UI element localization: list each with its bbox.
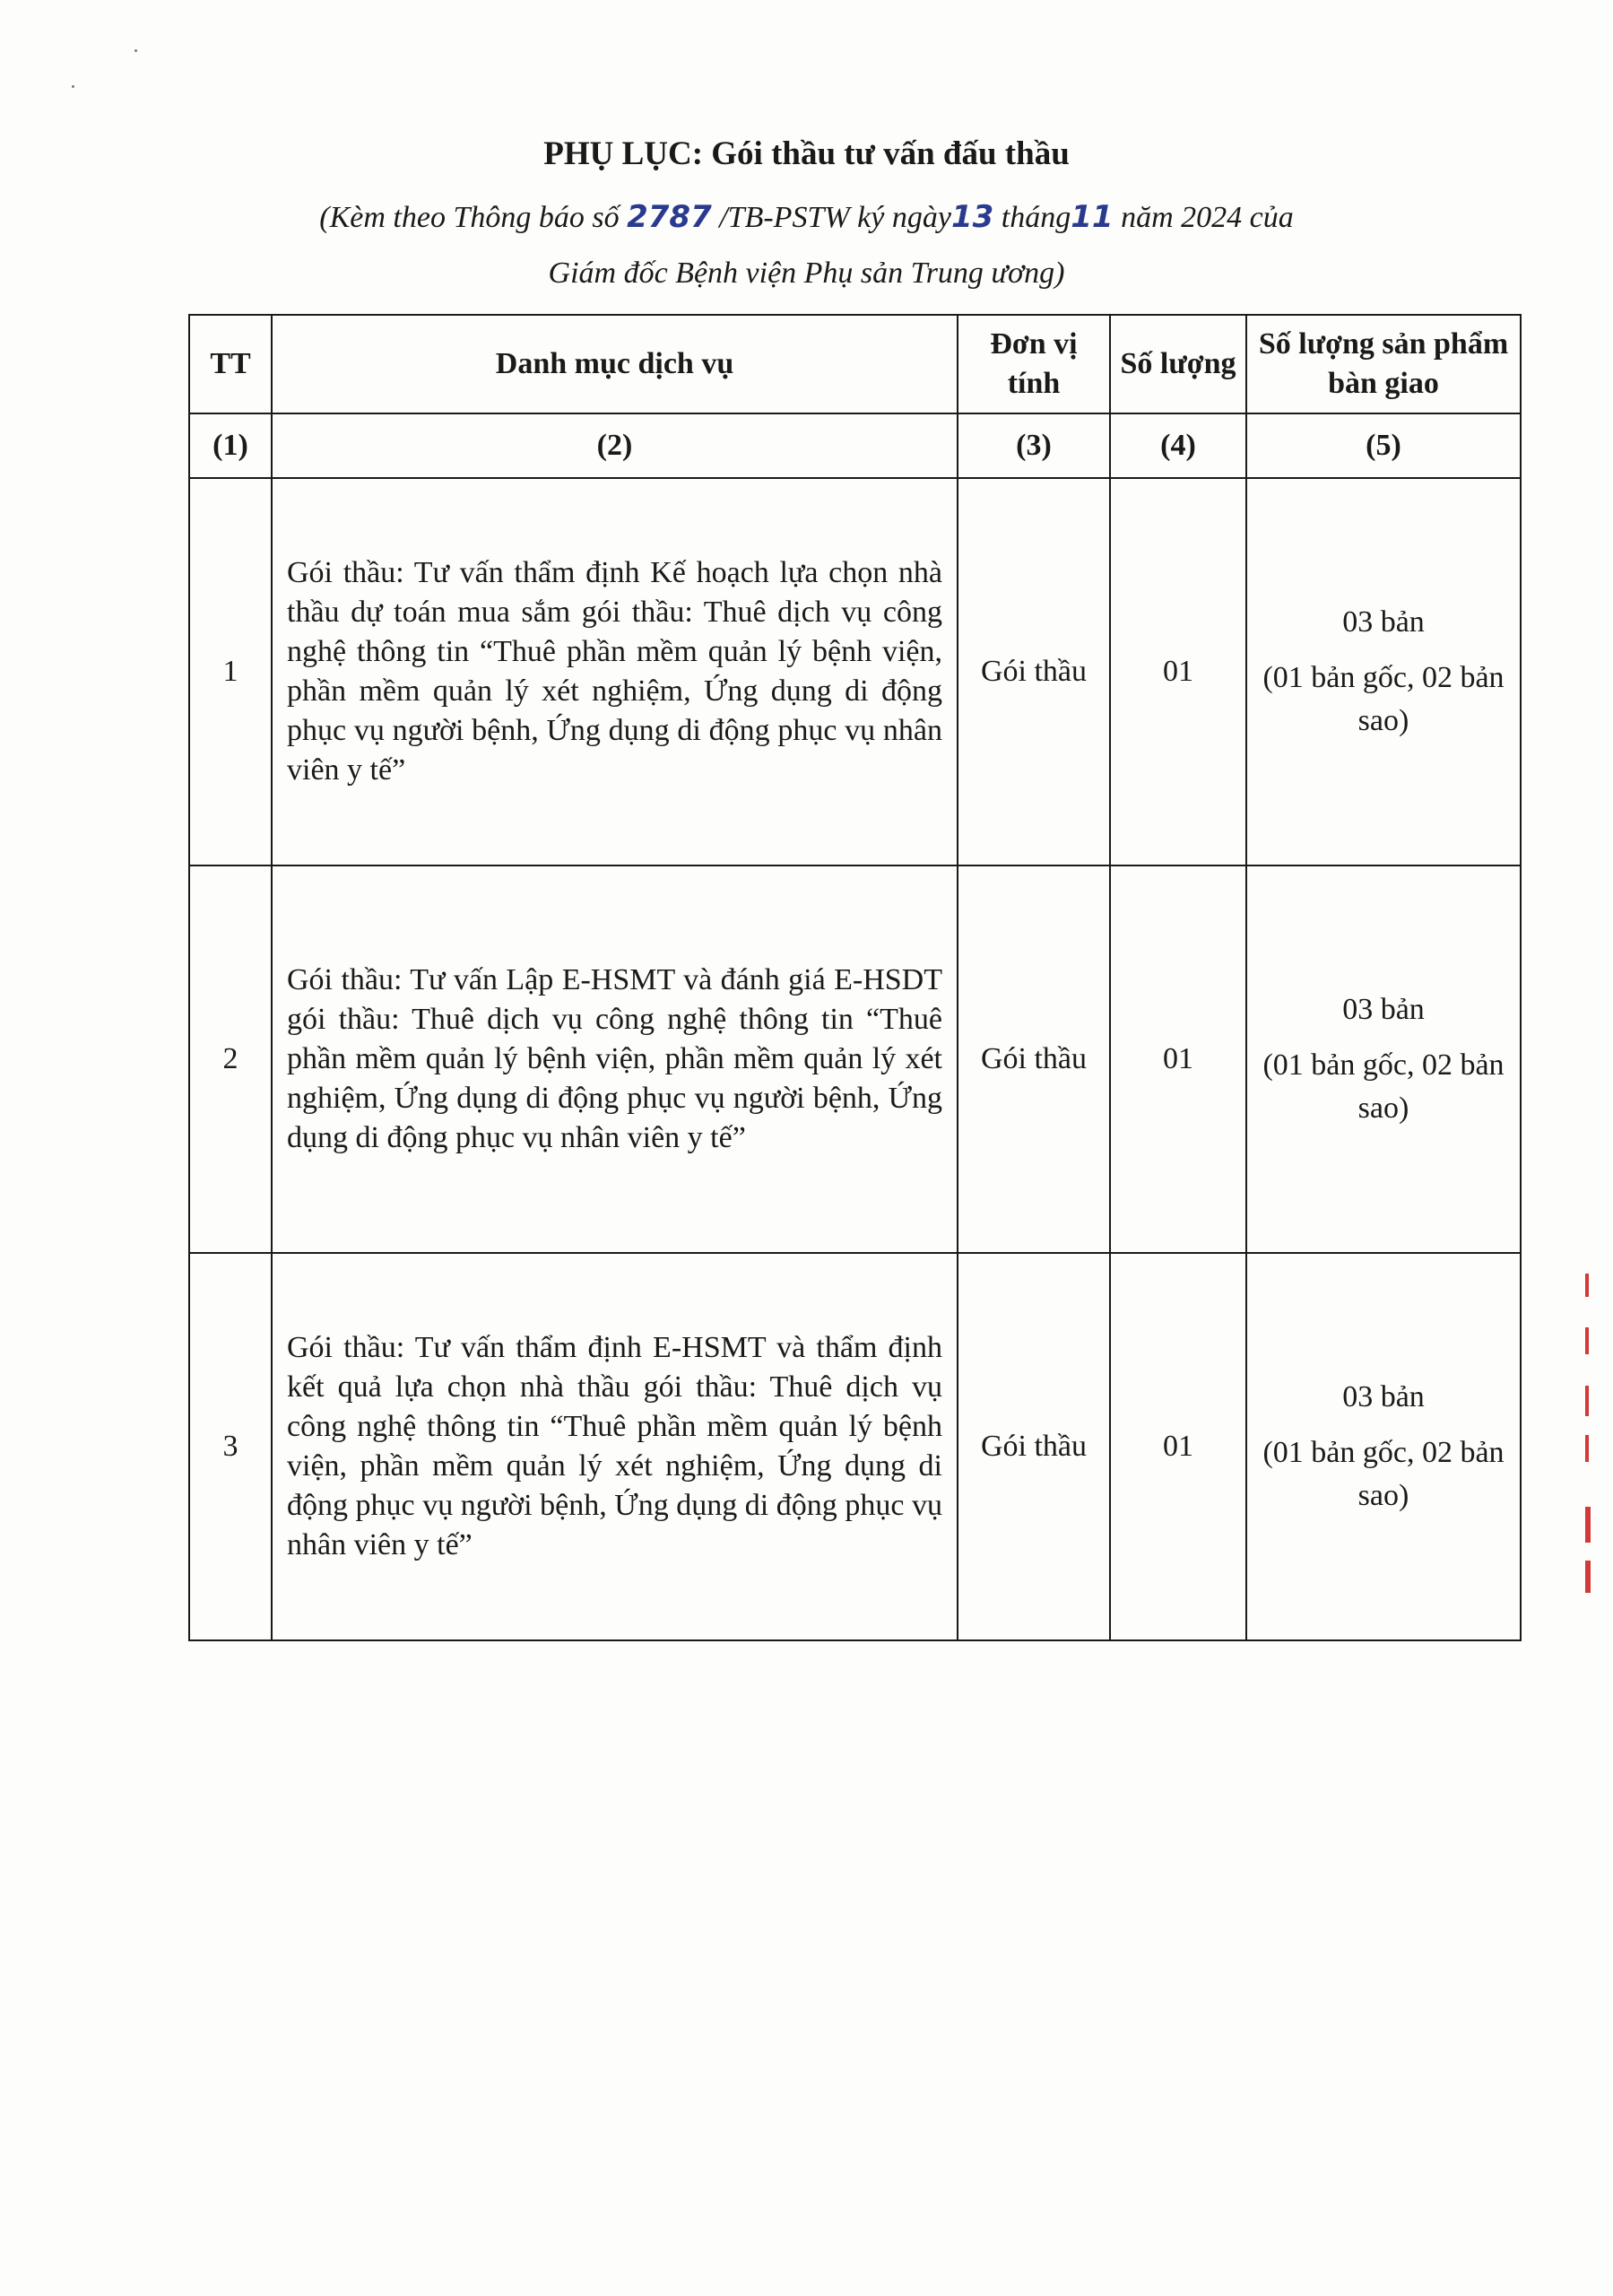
subtitle-line-2: Giám đốc Bệnh viện Phụ sản Trung ương) xyxy=(548,257,1065,290)
scan-speck xyxy=(134,49,137,52)
stamp-edge-mark xyxy=(1585,1274,1589,1297)
row-deliverable xyxy=(1246,1253,1521,1640)
row-deliverable xyxy=(1246,478,1521,865)
header-service: Danh mục dịch vụ xyxy=(272,315,958,413)
header-quantity: Số lượng xyxy=(1110,315,1246,413)
subtitle-line-1 xyxy=(0,199,1613,235)
subtitle-mid: /TB-PSTW ký ngày xyxy=(711,201,951,234)
deliverable-count: 03 bản xyxy=(1342,1380,1425,1413)
table-row xyxy=(189,865,1521,1253)
row-service: Gói thầu: Tư vấn thẩm định Kế hoạch lựa chọn nhà thầu dự toán mua sắm gói thầu: Thuê dịch vụ công nghệ thông tin “Thuê phần mềm quản lý bệnh viện, phần mềm quản lý xét nghiệm, Ứng dụng di động phục vụ người bệnh, Ứng dụng di động phục vụ nhân viên y tế” xyxy=(272,478,958,865)
row-quantity: 01 xyxy=(1110,478,1246,865)
row-unit: Gói thầu xyxy=(958,1253,1110,1640)
table-header-row xyxy=(189,315,1521,413)
subtitle-suffix: năm 2024 của xyxy=(1113,201,1294,234)
row-unit: Gói thầu xyxy=(958,478,1110,865)
deliverable-detail: (01 bản gốc, 02 bản sao) xyxy=(1262,1048,1505,1125)
stamp-edge-mark xyxy=(1585,1561,1591,1593)
column-number: (5) xyxy=(1246,413,1521,478)
row-deliverable xyxy=(1246,865,1521,1253)
month-label: tháng xyxy=(993,201,1071,234)
month-handwritten: 11 xyxy=(1071,199,1114,235)
column-number: (2) xyxy=(272,413,958,478)
row-tt: 2 xyxy=(189,865,272,1253)
row-unit: Gói thầu xyxy=(958,865,1110,1253)
header-unit: Đơn vị tính xyxy=(958,315,1110,413)
stamp-edge-mark xyxy=(1585,1327,1589,1354)
row-service: Gói thầu: Tư vấn thẩm định E-HSMT và thẩm định kết quả lựa chọn nhà thầu gói thầu: Thuê dịch vụ công nghệ thông tin “Thuê phần mềm quản lý bệnh viện, phần mềm quản lý xét nghiệm, Ứng dụng di động phục vụ người bệnh, Ứng dụng di động phục vụ nhân viên y tế” xyxy=(272,1253,958,1640)
table-row xyxy=(189,478,1521,865)
row-tt: 1 xyxy=(189,478,272,865)
row-quantity: 01 xyxy=(1110,865,1246,1253)
column-number: (3) xyxy=(958,413,1110,478)
page-title: PHỤ LỤC: Gói thầu tư vấn đấu thầu xyxy=(543,135,1070,172)
stamp-edge-mark xyxy=(1585,1507,1591,1543)
header-deliverable: Số lượng sản phẩm bàn giao xyxy=(1246,315,1521,413)
row-tt: 3 xyxy=(189,1253,272,1640)
deliverable-detail: (01 bản gốc, 02 bản sao) xyxy=(1262,1436,1505,1512)
table-row xyxy=(189,1253,1521,1640)
column-number: (4) xyxy=(1110,413,1246,478)
deliverable-count: 03 bản xyxy=(1342,993,1425,1026)
column-number: (1) xyxy=(189,413,272,478)
appendix-table xyxy=(188,314,1522,1641)
scan-speck xyxy=(72,85,74,88)
row-quantity: 01 xyxy=(1110,1253,1246,1640)
stamp-edge-mark xyxy=(1585,1435,1589,1462)
deliverable-count: 03 bản xyxy=(1342,605,1425,639)
notice-number-handwritten: 2787 xyxy=(627,199,712,235)
stamp-edge-mark xyxy=(1585,1386,1589,1416)
row-service: Gói thầu: Tư vấn Lập E-HSMT và đánh giá E-HSDT gói thầu: Thuê dịch vụ công nghệ thông tin “Thuê phần mềm quản lý bệnh viện, phần mềm quản lý xét nghiệm, Ứng dụng di động phục vụ người bệnh, Ứng dụng di động phục vụ nhân viên y tế” xyxy=(272,865,958,1253)
day-handwritten: 13 xyxy=(950,199,994,235)
subtitle-prefix: (Kèm theo Thông báo số xyxy=(319,201,628,234)
deliverable-detail: (01 bản gốc, 02 bản sao) xyxy=(1262,661,1505,737)
header-tt: TT xyxy=(189,315,272,413)
column-number-row xyxy=(189,413,1521,478)
